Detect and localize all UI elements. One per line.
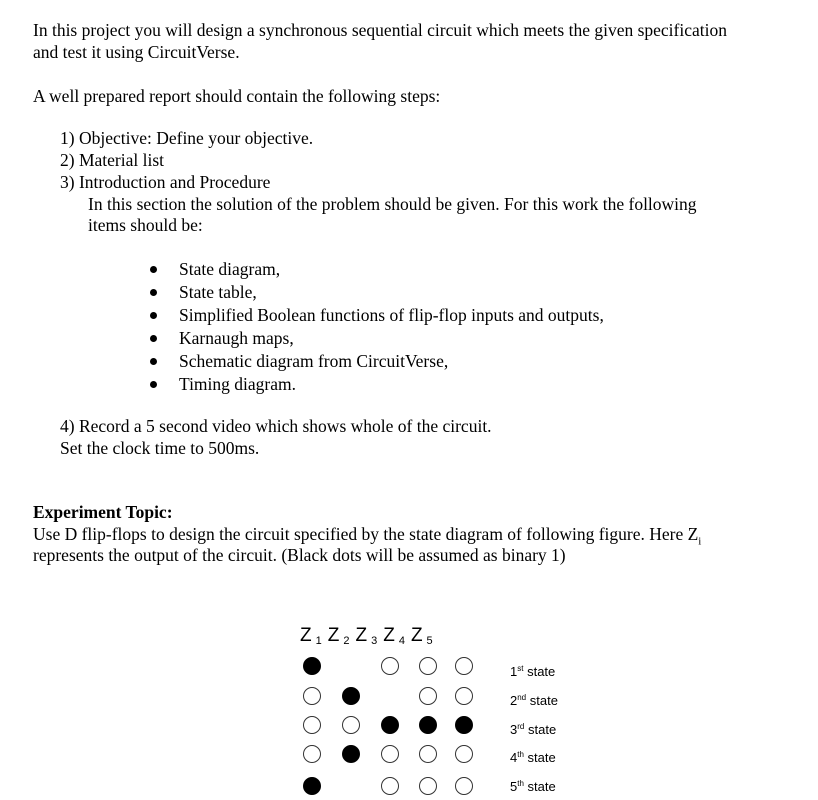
list-item: Simplified Boolean functions of flip-flop inputs and outputs, (179, 305, 604, 325)
filled-dot-icon (419, 716, 437, 734)
filled-dot-icon (381, 716, 399, 734)
filled-dot-icon (342, 687, 360, 705)
step-3-desc-1: In this section the solution of the problem should be given. For this work the following (88, 194, 697, 214)
experiment-heading: Experiment Topic: (33, 502, 173, 522)
empty-dot-icon (342, 716, 360, 734)
empty-dot-icon (303, 716, 321, 734)
state-label: 1st state (510, 664, 556, 679)
state-label: 5th state (510, 779, 556, 794)
empty-dot-icon (455, 745, 473, 763)
step-3: 3) Introduction and Procedure (60, 172, 271, 192)
z-label: Z $_3$ (355, 625, 378, 647)
z-label: Z $_2$ (327, 625, 350, 647)
list-item: Karnaugh maps, (179, 328, 294, 348)
list-item: State table, (179, 282, 257, 302)
empty-dot-icon (419, 687, 437, 705)
list-item: State diagram, (179, 259, 281, 279)
z-label: Z $_4$ (383, 625, 405, 647)
empty-dot-icon (381, 777, 399, 795)
empty-dot-icon (455, 687, 473, 705)
state-label: 4th state (510, 750, 556, 765)
list-item: Schematic diagram from CircuitVerse, (179, 351, 449, 371)
list-item: Timing diagram. (179, 374, 296, 394)
intro-line-2: and test it using CircuitVerse. (33, 42, 240, 62)
empty-dot-icon (419, 657, 437, 675)
step-3-desc-2: items should be: (88, 215, 203, 235)
experiment-line-2: represents the output of the circuit. (Black dots will be assumed as binary 1) (33, 545, 566, 565)
empty-dot-icon (303, 687, 321, 705)
experiment-line-1-text: Use D flip-flops to design the circuit specified by the state diagram of following figure. Here Z (33, 524, 699, 544)
bullet-icon (150, 266, 157, 273)
z-labels (300, 625, 439, 647)
empty-dot-icon (455, 777, 473, 795)
state-label: 2nd state (510, 693, 558, 708)
empty-dot-icon (381, 657, 399, 675)
bullet-icon (150, 312, 157, 319)
z-label: Z $_5$ (410, 625, 433, 647)
bullet-icon (150, 381, 157, 388)
empty-dot-icon (303, 745, 321, 763)
experiment-line-1-sub: i (698, 535, 702, 548)
bullet-icon (150, 358, 157, 365)
intro-line-1: In this project you will design a synchronous sequential circuit which meets the given specification (33, 20, 727, 40)
filled-dot-icon (342, 745, 360, 763)
empty-dot-icon (455, 657, 473, 675)
bullet-icon (150, 289, 157, 296)
z-label: Z $_1$ (300, 625, 322, 647)
step-2: 2) Material list (60, 150, 165, 170)
step-4-desc: Set the clock time to 500ms. (60, 438, 260, 458)
filled-dot-icon (303, 657, 321, 675)
bullet-icon (150, 335, 157, 342)
filled-dot-icon (455, 716, 473, 734)
state-label: 3rd state (510, 722, 557, 737)
filled-dot-icon (303, 777, 321, 795)
step-4: 4) Record a 5 second video which shows whole of the circuit. (60, 416, 492, 436)
empty-dot-icon (381, 745, 399, 763)
empty-dot-icon (419, 745, 437, 763)
empty-dot-icon (419, 777, 437, 795)
step-1: 1) Objective: Define your objective. (60, 128, 314, 148)
report-heading: A well prepared report should contain the following steps: (33, 86, 441, 106)
